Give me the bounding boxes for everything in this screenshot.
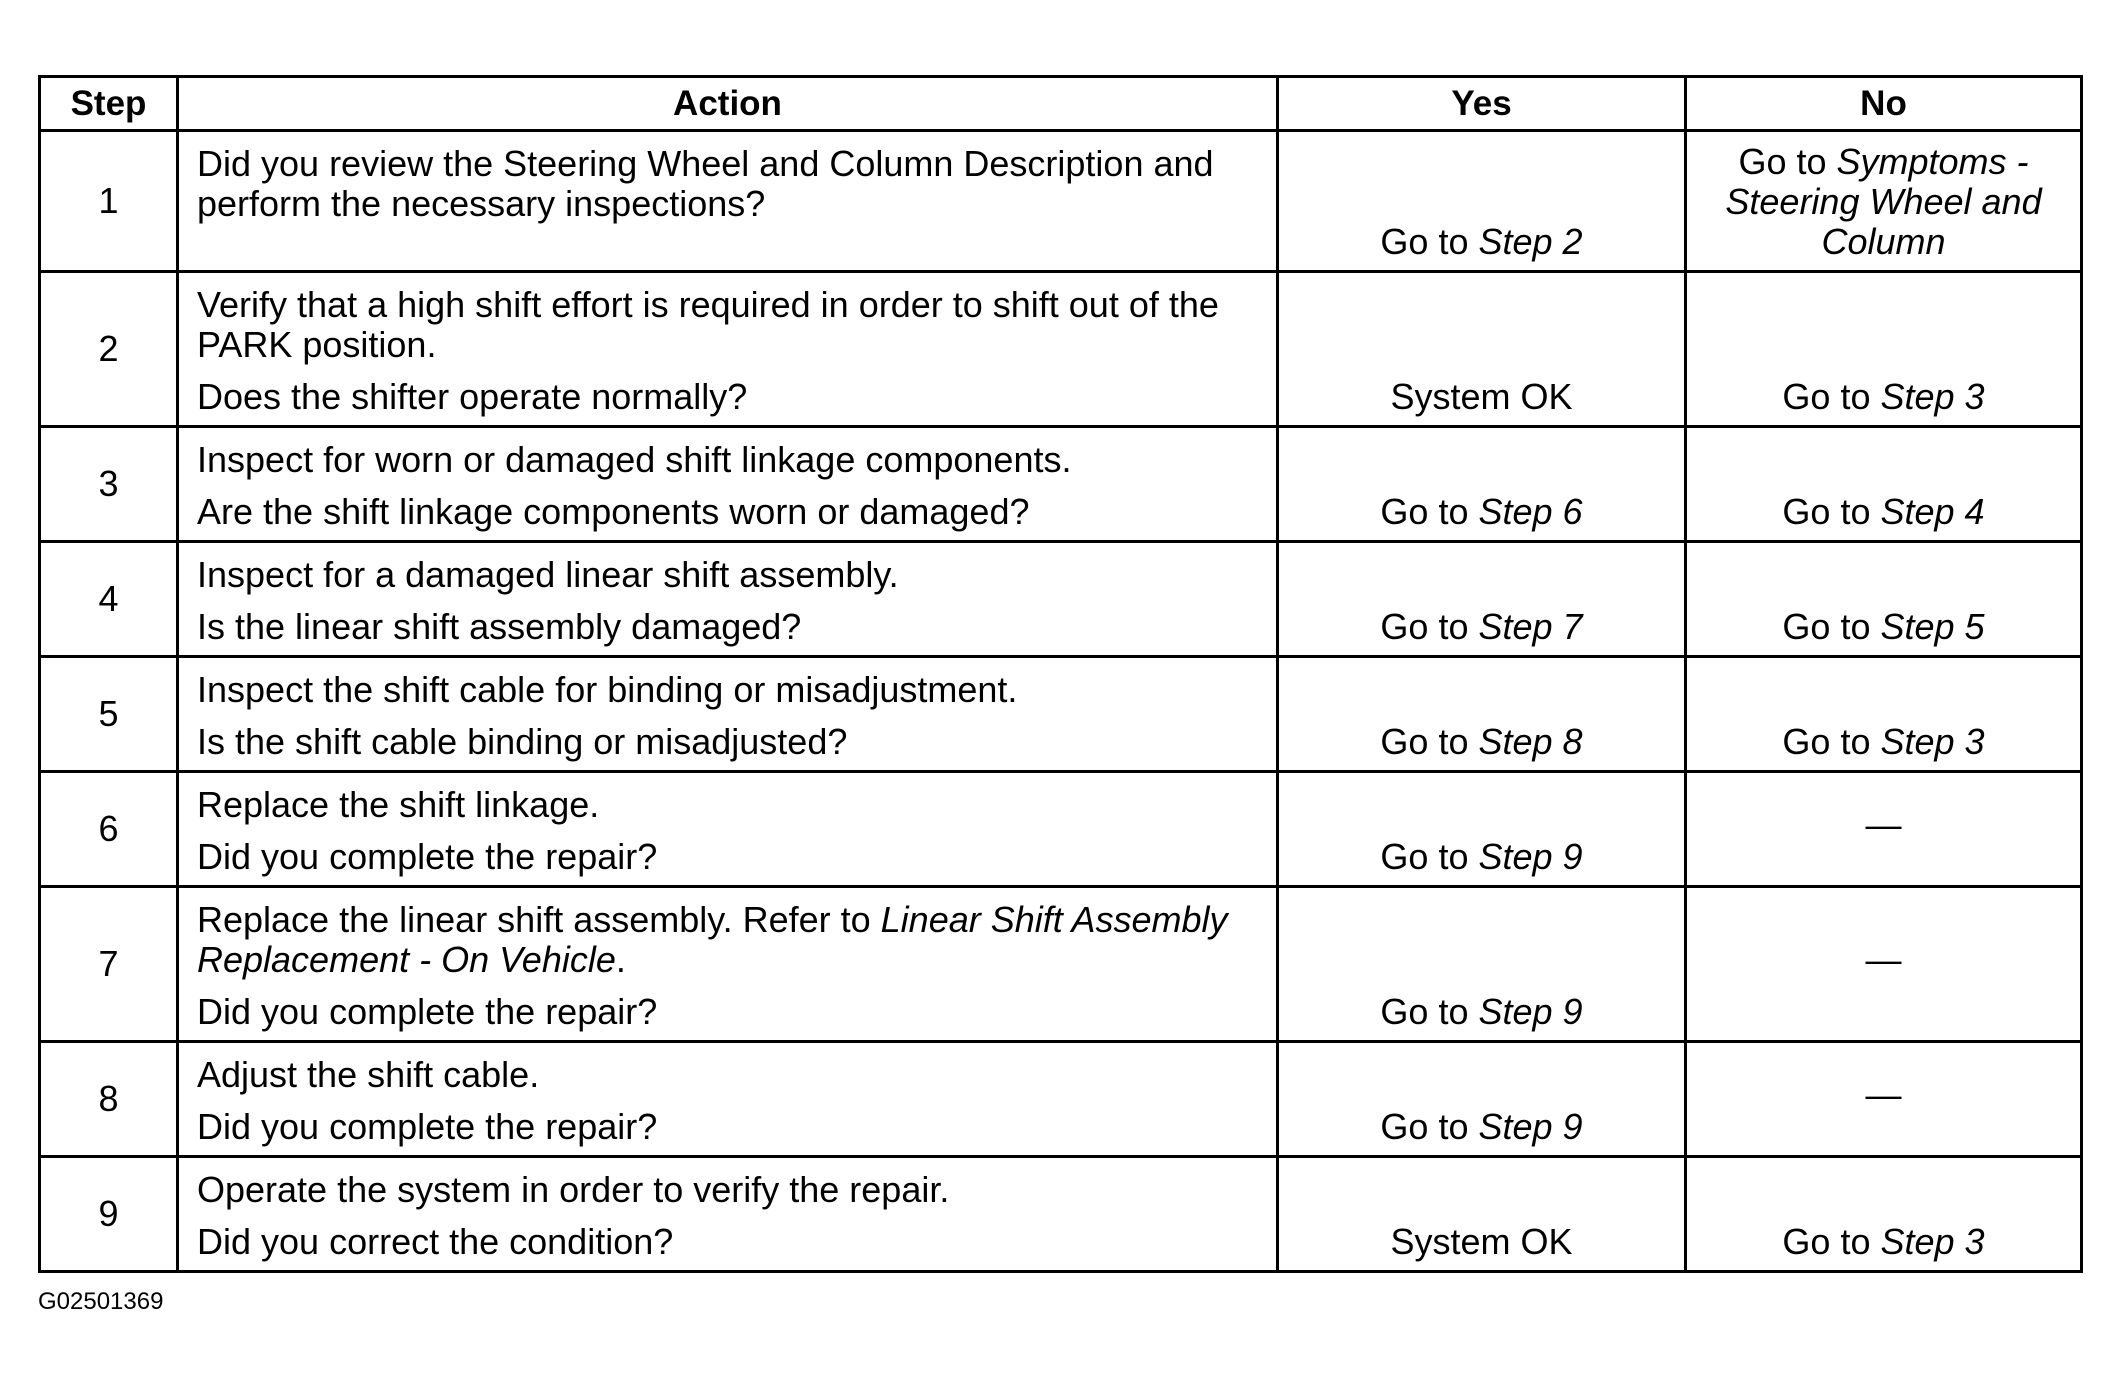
no-ref: Symptoms - Steering Wheel and Column	[1725, 141, 2042, 262]
step-number: 3	[40, 427, 178, 542]
action-cell	[178, 887, 1278, 1042]
no-prefix: Go to	[1782, 721, 1881, 762]
action-cell	[178, 772, 1278, 887]
table-row	[40, 887, 2082, 1042]
action-question: Did you complete the repair?	[197, 991, 658, 1032]
action-question: Did you correct the condition?	[197, 1221, 674, 1262]
action-cell	[178, 657, 1278, 772]
action-cell	[178, 542, 1278, 657]
no-cell	[1686, 1042, 2082, 1157]
yes-ref: Step 9	[1478, 1106, 1583, 1147]
action-cell	[178, 272, 1278, 427]
no-cell	[1686, 772, 2082, 887]
no-dash: —	[1865, 804, 1902, 845]
no-prefix: Go to	[1782, 606, 1881, 647]
yes-cell	[1278, 887, 1686, 1042]
no-cell	[1686, 272, 2082, 427]
yes-cell	[1278, 1157, 1686, 1272]
action-instruction: Inspect for a damaged linear shift assembly.	[197, 554, 899, 595]
yes-cell	[1278, 772, 1686, 887]
step-number: 9	[40, 1157, 178, 1272]
action-instruction: Inspect the shift cable for binding or misadjustment.	[197, 669, 1018, 710]
instruction-reference: Linear Shift Assembly Replacement - On Vehicle	[197, 899, 1228, 980]
yes-cell	[1278, 657, 1686, 772]
action-cell	[178, 1157, 1278, 1272]
yes-ref: Step 8	[1478, 721, 1583, 762]
no-cell	[1686, 1157, 2082, 1272]
table-row	[40, 427, 2082, 542]
action-instruction	[197, 900, 1258, 980]
figure-id: G02501369	[38, 1288, 164, 1315]
no-cell	[1686, 427, 2082, 542]
action-instruction: Did you review the Steering Wheel and Column Description and perform the necessary inspections?	[197, 143, 1214, 224]
no-prefix: Go to	[1738, 141, 1837, 182]
header-action: Action	[178, 77, 1278, 131]
action-question: Did you complete the repair?	[197, 1106, 658, 1147]
yes-ref: Step 6	[1478, 491, 1583, 532]
header-no: No	[1686, 77, 2082, 131]
yes-cell	[1278, 1042, 1686, 1157]
header-yes: Yes	[1278, 77, 1686, 131]
yes-ref: Step 9	[1478, 991, 1583, 1032]
yes-prefix: Go to	[1380, 1106, 1479, 1147]
action-instruction: Adjust the shift cable.	[197, 1054, 540, 1095]
header-step: Step	[40, 77, 178, 131]
action-instruction: Replace the shift linkage.	[197, 784, 600, 825]
action-cell	[178, 131, 1278, 272]
action-cell	[178, 1042, 1278, 1157]
instruction-suffix: .	[615, 939, 626, 980]
no-dash: —	[1865, 1074, 1902, 1115]
header-row	[40, 77, 2082, 131]
action-instruction: Verify that a high shift effort is required in order to shift out of the PARK position.	[197, 284, 1219, 365]
yes-prefix: Go to	[1380, 721, 1479, 762]
no-ref: Step 3	[1880, 1221, 1985, 1262]
step-number: 5	[40, 657, 178, 772]
no-ref: Step 3	[1880, 721, 1985, 762]
no-ref: Step 5	[1880, 606, 1985, 647]
action-question: Are the shift linkage components worn or damaged?	[197, 491, 1030, 532]
action-instruction: Inspect for worn or damaged shift linkage components.	[197, 439, 1072, 480]
action-instruction: Operate the system in order to verify the repair.	[197, 1169, 950, 1210]
step-number: 7	[40, 887, 178, 1042]
step-number: 2	[40, 272, 178, 427]
table-row	[40, 772, 2082, 887]
step-number: 4	[40, 542, 178, 657]
no-cell	[1686, 887, 2082, 1042]
yes-prefix: System OK	[1390, 1221, 1573, 1262]
yes-prefix: Go to	[1380, 221, 1479, 262]
action-question: Did you complete the repair?	[197, 836, 658, 877]
step-number: 8	[40, 1042, 178, 1157]
action-question: Is the linear shift assembly damaged?	[197, 606, 802, 647]
table-row	[40, 657, 2082, 772]
yes-cell	[1278, 542, 1686, 657]
step-number: 6	[40, 772, 178, 887]
no-cell	[1686, 131, 2082, 272]
no-prefix: Go to	[1782, 376, 1881, 417]
instruction-prefix: Replace the linear shift assembly. Refer to	[197, 899, 881, 940]
table-row	[40, 1042, 2082, 1157]
action-question: Is the shift cable binding or misadjusted?	[197, 721, 848, 762]
yes-ref: Step 9	[1478, 836, 1583, 877]
table-row	[40, 131, 2082, 272]
step-number: 1	[40, 131, 178, 272]
yes-cell	[1278, 427, 1686, 542]
no-ref: Step 4	[1880, 491, 1985, 532]
yes-ref: Step 7	[1478, 606, 1583, 647]
yes-prefix: Go to	[1380, 491, 1479, 532]
no-prefix: Go to	[1782, 1221, 1881, 1262]
action-cell	[178, 427, 1278, 542]
diagnostic-table	[38, 75, 2083, 1273]
no-dash: —	[1865, 939, 1902, 980]
yes-cell	[1278, 272, 1686, 427]
yes-prefix: Go to	[1380, 606, 1479, 647]
yes-prefix: Go to	[1380, 836, 1479, 877]
no-prefix: Go to	[1782, 491, 1881, 532]
yes-prefix: Go to	[1380, 991, 1479, 1032]
action-question: Does the shifter operate normally?	[197, 376, 748, 417]
table-row	[40, 272, 2082, 427]
yes-cell	[1278, 131, 1686, 272]
yes-ref: Step 2	[1478, 221, 1583, 262]
no-cell	[1686, 657, 2082, 772]
table-row	[40, 1157, 2082, 1272]
no-ref: Step 3	[1880, 376, 1985, 417]
yes-prefix: System OK	[1390, 376, 1573, 417]
table-row	[40, 542, 2082, 657]
no-cell	[1686, 542, 2082, 657]
